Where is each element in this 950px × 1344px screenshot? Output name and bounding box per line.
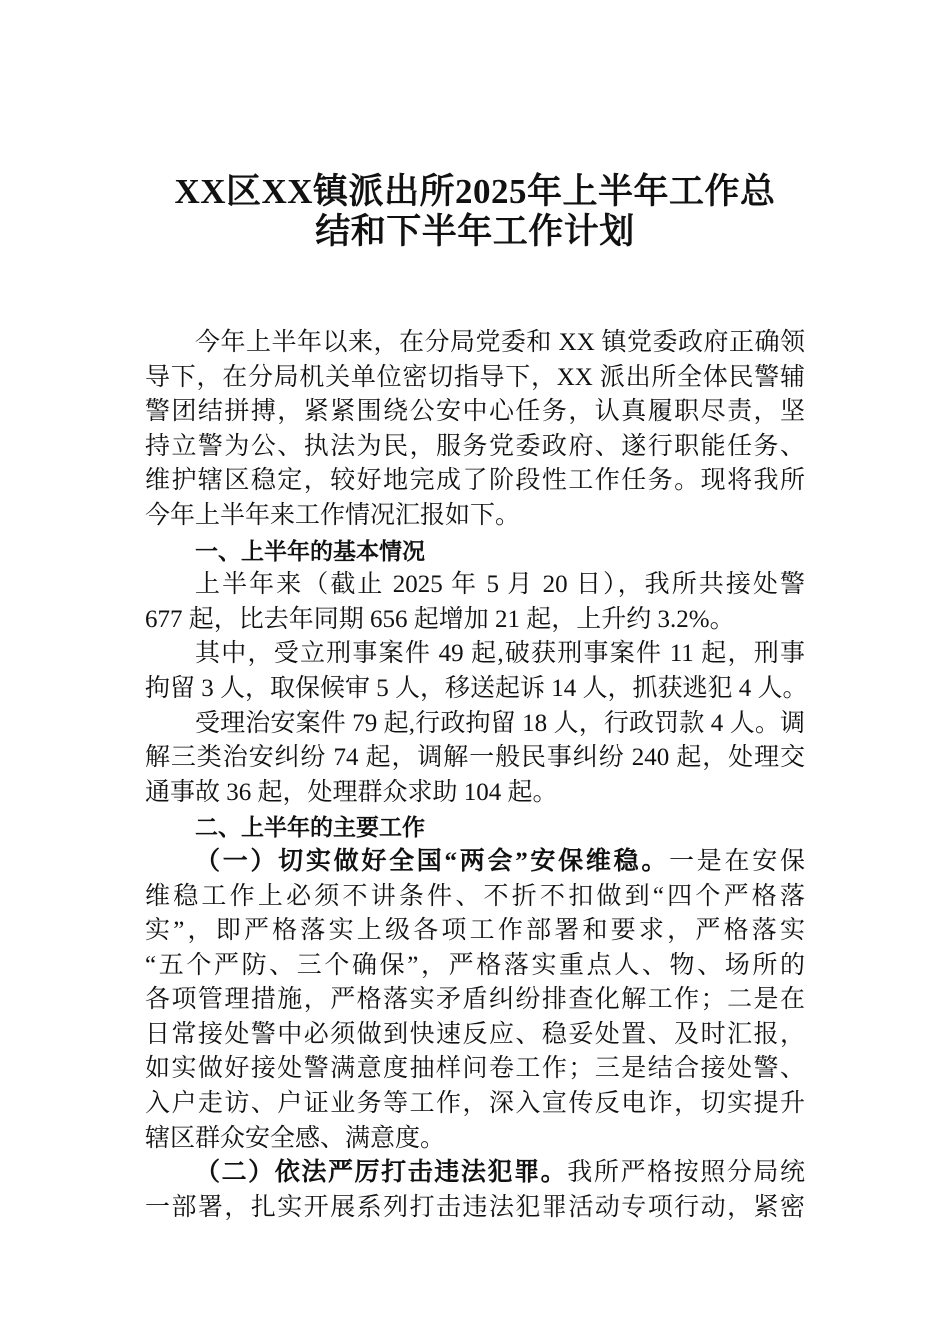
line-text: 今年上半年来工作情况汇报如下。 <box>145 501 521 529</box>
line-text: 一、上半年的基本情况 <box>195 537 425 564</box>
paragraph-line <box>145 464 805 499</box>
paragraph-line <box>145 707 805 742</box>
paragraph <box>145 637 808 706</box>
paragraph-line <box>145 1156 805 1191</box>
line-text: 辖区群众安全感、满意度。 <box>145 1124 446 1152</box>
paragraph <box>145 1156 805 1225</box>
line-text: 677 起，比去年同期 656 起增加 21 起，上升约 3.2%。 <box>145 605 735 633</box>
line-text: 日常接处警中必须做到快速反应、稳妥处置、及时汇报， <box>145 1020 805 1048</box>
paragraph-line <box>145 880 805 915</box>
paragraph-line <box>145 603 805 638</box>
line-text: 持立警为公、执法为民，服务党委政府、遂行职能任务、 <box>145 432 805 460</box>
line-text: 拘留 3 人，取保候审 5 人，移送起诉 14 人，抓获逃犯 4 人。 <box>145 674 808 702</box>
paragraph <box>145 707 805 811</box>
paragraph-line <box>145 1087 805 1122</box>
paragraph-line <box>145 845 805 880</box>
line-text: 各项管理措施，严格落实矛盾纠纷排查化解工作；二是在 <box>145 986 805 1014</box>
line-text: 其中，受立刑事案件 49 起,破获刑事案件 11 起，刑事 <box>195 640 805 668</box>
paragraph-lead: （二）依法严厉打击违法犯罪。 <box>195 1159 568 1187</box>
line-text: 二、上半年的主要工作 <box>195 814 425 841</box>
line-text: “五个严防、三个确保”，严格落实重点人、物、场所的 <box>145 951 805 979</box>
paragraph <box>145 568 805 637</box>
line-text: 入户走访、户证业务等工作，深入宣传反电诈，切实提升 <box>145 1090 805 1118</box>
paragraph-line <box>145 361 805 396</box>
paragraph-line <box>145 741 805 776</box>
paragraph <box>145 326 805 534</box>
line-text: 实”，即严格落实上级各项工作部署和要求，严格落实 <box>145 917 805 945</box>
paragraph-line <box>145 776 805 811</box>
line-text: 维护辖区稳定，较好地完成了阶段性工作任务。现将我所 <box>145 467 805 495</box>
paragraph-line <box>145 914 805 949</box>
section-heading <box>145 810 805 845</box>
line-text: 导下，在分局机关单位密切指导下，XX 派出所全体民警辅 <box>145 363 805 391</box>
paragraph-lead: （一）切实做好全国“两会”安保维稳。 <box>195 847 670 875</box>
document-title-line-2: 结和下半年工作计划 <box>315 212 635 251</box>
paragraph-line <box>145 672 808 707</box>
paragraph-line <box>145 395 805 430</box>
line-text: 我所严格按照分局统 <box>567 1159 805 1187</box>
line-text: 维稳工作上必须不讲条件、不折不扣做到“四个严格落 <box>145 882 805 910</box>
document-body <box>145 326 808 1225</box>
paragraph-line <box>145 637 805 672</box>
line-text: 一部署，扎实开展系列打击违法犯罪活动专项行动，紧密 <box>145 1193 805 1221</box>
paragraph-line <box>145 1018 805 1053</box>
line-text: 受理治安案件 79 起,行政拘留 18 人，行政罚款 4 人。调 <box>195 709 805 737</box>
line-text: 一是在安保 <box>669 847 805 875</box>
paragraph-line <box>145 810 805 845</box>
document-title-line-1: XX区XX镇派出所2025年上半年工作总 <box>174 172 776 211</box>
paragraph-line <box>145 983 805 1018</box>
paragraph <box>145 845 805 1156</box>
paragraph-line <box>145 1191 805 1226</box>
line-text: 通事故 36 起，处理群众求助 104 起。 <box>145 778 558 806</box>
section-heading <box>145 534 805 569</box>
line-text: 上半年来（截止 2025 年 5 月 20 日），我所共接处警 <box>195 571 805 599</box>
paragraph-line <box>145 1122 805 1157</box>
paragraph-line <box>145 1052 805 1087</box>
line-text: 警团结拼搏，紧紧围绕公安中心任务，认真履职尽责，坚 <box>145 398 805 426</box>
line-text: 如实做好接处警满意度抽样问卷工作；三是结合接处警、 <box>145 1055 805 1083</box>
paragraph-line <box>145 499 805 534</box>
paragraph-line <box>145 949 805 984</box>
paragraph-line <box>145 430 805 465</box>
paragraph-line <box>145 326 805 361</box>
line-text: 今年上半年以来，在分局党委和 XX 镇党委政府正确领 <box>195 329 805 356</box>
paragraph-line <box>145 568 805 603</box>
line-text: 解三类治安纠纷 74 起，调解一般民事纠纷 240 起，处理交 <box>145 744 805 772</box>
paragraph-line <box>145 534 805 569</box>
